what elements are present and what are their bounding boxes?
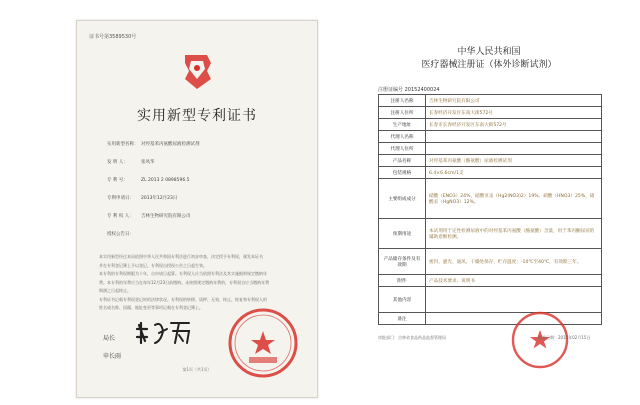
table-row: 备注 [379,313,602,325]
table-row: 生产地址 长春市长春经济开发区东南大街572号 [379,119,602,131]
table-row: 预期用途 本试剂用于定性检测尿液中的对羟基苯丙氨酸（酪氨酸）含量，用于苯丙酮尿症的辅助诊断检测。 [379,219,602,249]
certificate-body-text: 本实用新型经过本局依照中华人民共和国专利法进行初步审查，决定授予专利权，颁发本证书 并在专利登记簿上予以登记。专利权自授权公告之日起生效。 本专利的专利权期限为十年，自申请日起算。专利权人应当依照专利法及其实施细则规定缴纳年 费。本专利的年费应当在每年12月23日前缴纳。未按照规定缴纳年费的，专利权自应当缴纳年费 期满之日起终止。 专利证书记载专利权登记时的法律状况。专利权的转移、质押、无效、终止、恢复和专利权人的 姓名或名称、国籍、地址变更等事项记载在专利登记簿上。 [99,254,270,310]
certificate-title: 实用新型专利证书 [137,108,257,124]
inventor-field: 发 明 人： 张凤华 [107,160,155,165]
cnipa-emblem-icon [177,49,217,93]
table-row: 包装规格 6.4×6.6cm/1支 [379,167,602,179]
table-row: 主要组成成分 硝酸（ENO3）24%，硝酸亚汞（Hg2(NO3)2）19%，硝酸（HNO3）25%，硝酸汞（HgNO3）12%。 [379,179,602,219]
table-row: 代理人住所 [379,143,602,155]
utility-model-name-field: 实用新型名称： 对羟基苯丙氨酸尿液检测试剂 [107,142,200,147]
patent-number-field: 专 利 号： ZL 2013 2 0898596.5 [107,178,190,183]
table-row: 附件 产品技术要求、说明书 [379,275,602,287]
table-row: 注册人住所 长春经济开发区东南大街572号 [379,107,602,119]
registration-number: 注册证编号 20152400024 [378,87,440,93]
registration-table [378,94,602,325]
certificate-number: 证书号第3589530号 [89,34,137,40]
certificate-heading-country: 中华人民共和国 [457,47,521,57]
page-indicator: 第1页（共1页） [182,367,212,372]
certificate-heading-title: 医疗器械注册证（体外诊断试剂） [421,60,557,70]
table-row: 产品储存条件及有效期 密封、避光、通风、干燥处保存，贮存温度：-10℃至40℃，有效期三年。 [379,249,602,275]
table-row: 产品名称 对羟基苯丙氨酸（酪氨酸）尿液检测试剂 [379,155,602,167]
issuing-authority: 审批部门：吉林省食品药品监督管理局 [378,335,446,340]
signature-title-director: 局长 [103,335,116,342]
medical-device-registration-certificate [370,30,608,360]
patent-certificate [76,20,318,398]
application-date-field: 专利申请日： 2013年12月23日 [107,196,178,201]
grant-date-field: 授权公告日： [107,232,134,237]
signature-name: 申长雨 [103,353,122,360]
table-row: 代理人名称 [379,131,602,143]
table-row: 其他内容 [379,287,602,313]
approval-date: 批准日期：2015年02月15日 [538,335,591,340]
table-row: 注册人名称 吉林生物研究院有限公司 [379,95,602,107]
patentee-field: 专 利 权 人： 吉林生物研究院有限公司 [107,214,191,219]
director-signature [135,315,195,349]
